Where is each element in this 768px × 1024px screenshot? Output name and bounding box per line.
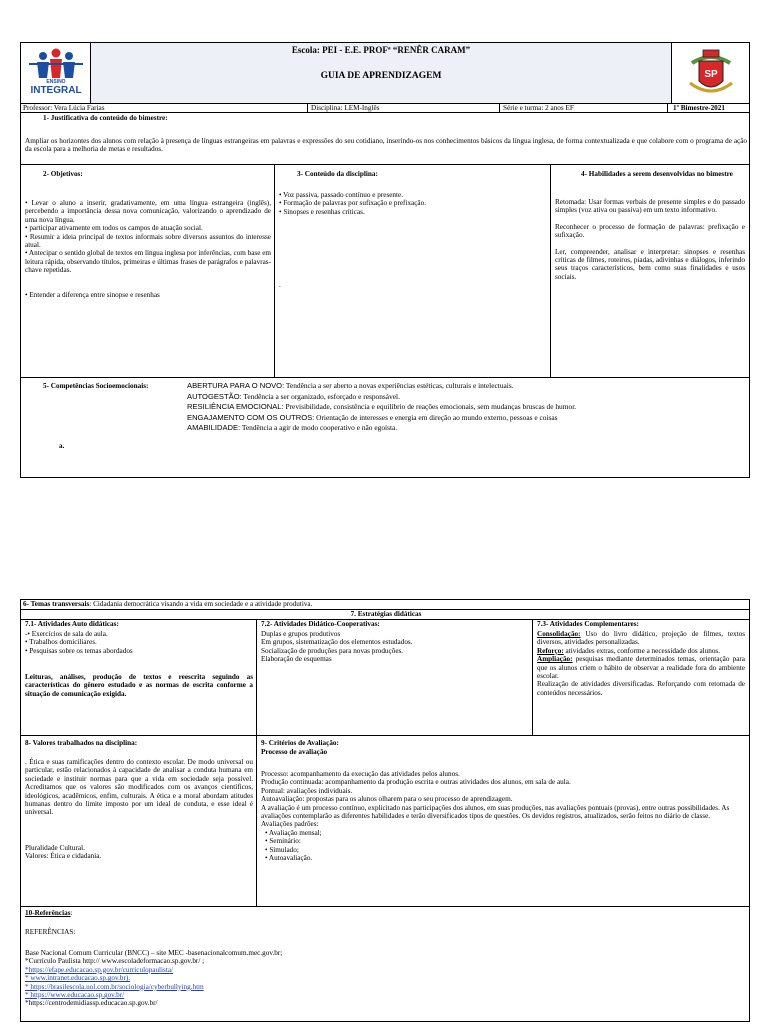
objectives-column	[21, 165, 275, 377]
strategy-3-title: 7.3- Atividades Complementares:	[537, 620, 639, 628]
objective-item: • participar ativamente em todos os campos de atuação social.	[25, 224, 203, 233]
content-column	[275, 165, 551, 377]
discipline-field: Disciplina: LEM-Inglês	[311, 104, 380, 112]
section6-label: 6- Temas transversais	[23, 600, 90, 608]
strategy-2-item: Elaboração de esquemas	[261, 655, 332, 664]
criteria-line: Pontual: avaliações individuais.	[261, 786, 353, 795]
section-strategies	[20, 619, 750, 736]
strategy-col-3	[533, 620, 749, 735]
series-field: Série e turma: 2 anos EF	[503, 104, 574, 112]
section8-title: 8- Valores trabalhados na disciplina:	[25, 739, 138, 747]
section9-subtitle: Processo de avaliação	[261, 748, 328, 756]
reference-line: *https://centrodemidiassp.educacao.sp.gov.br/	[25, 999, 158, 1008]
section1-title: 1- Justificativa do conteúdo do bimestre:	[43, 114, 168, 122]
criteria-line: Produção continuada: acompanhamento da produção escrita e outras atividades dos alunos, em sala de aula.	[261, 778, 571, 787]
section2-title: 2- Objetivos:	[43, 170, 83, 178]
sp-logo-text: SP	[703, 69, 718, 80]
header-block	[20, 42, 750, 104]
section1-text: Ampliar os horizontes dos alunos com relação à presença de línguas estrangeiras em palavras e expressões do seu cotidiano, inserindo-os nos conhecimentos básicos da língua inglesa, de forma contextualizada e que colabore com o programa de ação da escola para a melhoria de metas e resultados.	[25, 137, 747, 154]
ensino-integral-logo	[21, 43, 91, 103]
value-item: Pluralidade Cultural.	[25, 844, 85, 852]
guide-title: GUIA DE APRENDIZAGEM	[320, 71, 442, 81]
objective-item: • Levar o aluno a inserir, gradativamente, em uma língua estrangeira (inglês), percebendo a importância dessa nova comunicação, valorizando o aprendizado de uma nova língua.	[25, 199, 271, 224]
strategy-3-paragraph: Ampliação: pesquisas mediante determinados temas, orientação para que os alunos criem o hábito de observar a realidade fora do ambiente escolar.	[537, 655, 745, 681]
strategy-1-title: 7.1- Atividades Auto didáticas:	[25, 620, 119, 628]
criteria-line: Avaliações padrões:	[261, 820, 319, 829]
section4-title: 4- Habilidades a serem desenvolvidas no bimestre	[581, 170, 733, 178]
objective-item: • Entender a diferença entre sinopse e resenhas	[25, 290, 160, 299]
section-values-criteria	[20, 735, 750, 907]
strategy-1-bold-text: Leituras, análises, produção de textos e reescrita seguindo as características do gênero estudado e as normas de escrita conforme a situação de comunicação exigida.	[25, 673, 253, 698]
competency-line: RESILIÊNCIA EMOCIONAL: Previsibilidade, consistência e equilíbrio de reações emocionais, sem mudanças bruscas de humor.	[187, 402, 577, 411]
strategy-1-item: • Pesquisas sobre os temas abordados	[25, 646, 133, 655]
evaluation-bullet: • Avaliação mensal;	[265, 828, 322, 837]
competency-line: ENGAJAMENTO COM OS OUTROS: Orientação de interesses e energia em direção ao mundo externo, pessoas e coisas	[187, 412, 558, 422]
section-row-objetivos	[20, 164, 750, 378]
reference-link[interactable]: *https://efape.educacao.sp.gov.br/curriculopaulista/	[25, 965, 174, 974]
section10-subtitle: REFERÊNCIAS:	[25, 928, 76, 936]
evaluation-bullet: • Autoavaliação.	[265, 854, 313, 863]
skill-paragraph: Ler, compreender, analisar e interpretar: sinopses e resenhas críticas de filmes, roteiros, piadas, adivinhas e diálogos, inferindo seus traços característicos, bem como suas finalidades e usos sociais.	[555, 247, 745, 281]
strategy-1-item: -• Exercícios de sala de aula.	[25, 630, 108, 638]
criteria-line: Processo: acompanhamento da execução das atividades pelos alunos.	[261, 770, 460, 778]
strategy-2-item: Duplas e grupos produtivos	[261, 630, 341, 638]
school-value: PEI - E.E. PROFª “RENÊR CARAM”	[322, 45, 471, 55]
strategy-col-2	[257, 620, 533, 735]
coat-of-arms-icon	[684, 47, 738, 99]
strategy-2-item: Em grupos, sistematização dos elementos estudados.	[261, 638, 413, 647]
criteria-line: A avaliação é um processo contínuo, explicitado nas participações dos alunos, em suas produções, nas avaliações pontuais (provas), entre outras possibilidades. As avaliações contemplarão as diferentes habilidades e terão diversificados tipos de questões. Os devidos registros, atualizados, serão feitos no diário de classe.	[261, 803, 730, 821]
evaluation-bullet: • Seminário:	[265, 837, 301, 846]
evaluation-bullet: • Simulado;	[265, 845, 299, 854]
criteria-column	[257, 736, 749, 906]
strategy-3-paragraph: Realização de atividades diversificadas. Reforçando com retomada de conteúdos necessários.	[537, 680, 745, 697]
competency-name: AUTOGESTÃO:	[187, 391, 242, 401]
strategy-3-paragraph: Reforço: atividades extras, conforme a necessidade dos alunos.	[537, 646, 721, 655]
header-center	[91, 43, 671, 103]
competency-line: ABERTURA PARA O NOVO: Tendência a ser aberto a novas experiências estéticas, culturais e intelectuais.	[187, 381, 514, 390]
reference-line: *Currículo Paulista http:// www.escoladeformacao.sp.gov.br/ ;	[25, 957, 205, 966]
bimester-field: 1º Bimestre-2021	[673, 104, 725, 112]
content-dot: .	[279, 281, 281, 289]
section8-text: . Ética e suas ramificações dentro do contexto escolar. De modo universal ou particular, estão relacionados à capacidade de analisar a conduta humana em sociedade e instituir normas para que a vida em sociedade seja possível. Acreditamos que os valores são modificados com os avanços científicos, ideológicos, acadêmicos, enfim, culturais. A ética e a moral abordam atitudes humanas dentro do limite imposto por um ideal de conduta, e esse ideal é universal.	[25, 758, 253, 817]
objective-item: • Resumir a ideia principal de textos informais sobre diversos assuntos do interesse atual.	[25, 232, 271, 250]
value-item: Valores: Ética e cidadania.	[25, 852, 102, 861]
logo-text-top: ENSINO	[46, 79, 66, 85]
competency-name: AMABILIDADE:	[187, 423, 241, 432]
content-item: • Sinopses e resenhas críticas.	[279, 207, 365, 216]
skills-column	[551, 165, 749, 377]
reference-link[interactable]: * https://www.educacao.sp.gov.br/	[25, 991, 125, 1000]
reference-link[interactable]: * https://brasilescola.uol.com.br/sociologia/cyberbullying.htm	[25, 982, 204, 991]
section7-title: 7. Estratégias didáticas	[350, 610, 422, 618]
reference-link[interactable]: * www.intranet.educacao.sp.gov.br).	[25, 974, 131, 983]
section-references: 10-Referências: REFERÊNCIAS: Base Nacional Comum Curricular (BNCC) – site MEC -basenacionalcomum.mec.gov.br; *Currículo Paulista http:// www.escoladeformacao.sp.gov.br/ ; *https://efape.educacao.sp.gov.br/curriculopaulista/ * www.intranet.educacao.sp.gov.br). * https://brasilescola.uol.com.br/sociologia/cyberbullying.htm * https://www.educacao.sp.gov.br/ *https://centrodemidiassp.educacao.sp.gov.br/	[20, 906, 750, 1022]
professor-field: Professor: Vera Lúcia Farias	[23, 104, 105, 112]
strategy-2-item: Socialização de produções para novas produções.	[261, 646, 404, 655]
competency-line: AUTOGESTÃO: Tendência a ser organizado, esforçado e responsável.	[187, 391, 400, 401]
competency-name: RESILIÊNCIA EMOCIONAL:	[187, 402, 284, 411]
section6-text: : Cidadania democrática visando a vida em sociedade e a atividade produtiva.	[89, 600, 313, 608]
section5-marker: a.	[59, 442, 65, 450]
strategy-3-paragraph: Consolidação: Uso do livro didático, projeção de filmes, textos diversos, atividades personalizadas.	[537, 630, 745, 647]
reference-line: Base Nacional Comum Curricular (BNCC) – site MEC -basenacionalcomum.mec.gov.br;	[25, 949, 283, 957]
strategy-col-1	[21, 620, 257, 735]
objective-item: • Antecipar o sentido global de textos em língua inglesa por inferências, com base em leitura rápida, observando títulos, primeiras e últimas frases de parágrafos e palavras-chave repetidas.	[25, 249, 271, 275]
content-item: • Voz passiva, passado contínuo e presente.	[279, 191, 404, 199]
sp-coat-of-arms	[671, 43, 749, 103]
strategy-2-title: 7.2- Atividades Didático-Cooperativas:	[261, 620, 380, 628]
section10-title: 10-Referências	[25, 909, 71, 917]
values-column	[21, 736, 257, 906]
section3-title: 3- Conteúdo da disciplina:	[297, 170, 378, 178]
strategy-1-item: • Trabalhos domiciliares.	[25, 638, 97, 647]
skill-paragraph: Retomada: Usar formas verbais de presente simples e do passado simples (voz ativa ou passiva) em um texto informativo.	[555, 198, 745, 215]
page-gap	[0, 480, 768, 592]
logo-text-bottom: INTEGRAL	[30, 85, 82, 96]
section-justificativa	[20, 112, 750, 165]
competency-name: ENGAJAMENTO COM OS OUTROS:	[187, 412, 315, 422]
section5-title: 5- Competências Socioemocionais:	[43, 382, 149, 390]
section9-title: 9- Critérios de Avaliação:	[261, 739, 339, 747]
criteria-line: Autoavaliação: propostas para os alunos olharem para o seu processo de aprendizagem.	[261, 795, 513, 804]
competency-line: AMABILIDADE: Tendência a agir de modo cooperativo e não egoísta.	[187, 423, 398, 432]
competency-name: ABERTURA PARA O NOVO:	[187, 381, 285, 390]
content-item: • Formação de palavras por sufixação e prefixação.	[279, 199, 426, 208]
section-socioemotional	[20, 377, 750, 478]
skill-paragraph: Reconhecer o processo de formação de palavras: prefixação e sufixação.	[555, 222, 745, 240]
school-name: Escola: PEI - E.E. PROFª “RENÊR CARAM”	[291, 45, 471, 55]
